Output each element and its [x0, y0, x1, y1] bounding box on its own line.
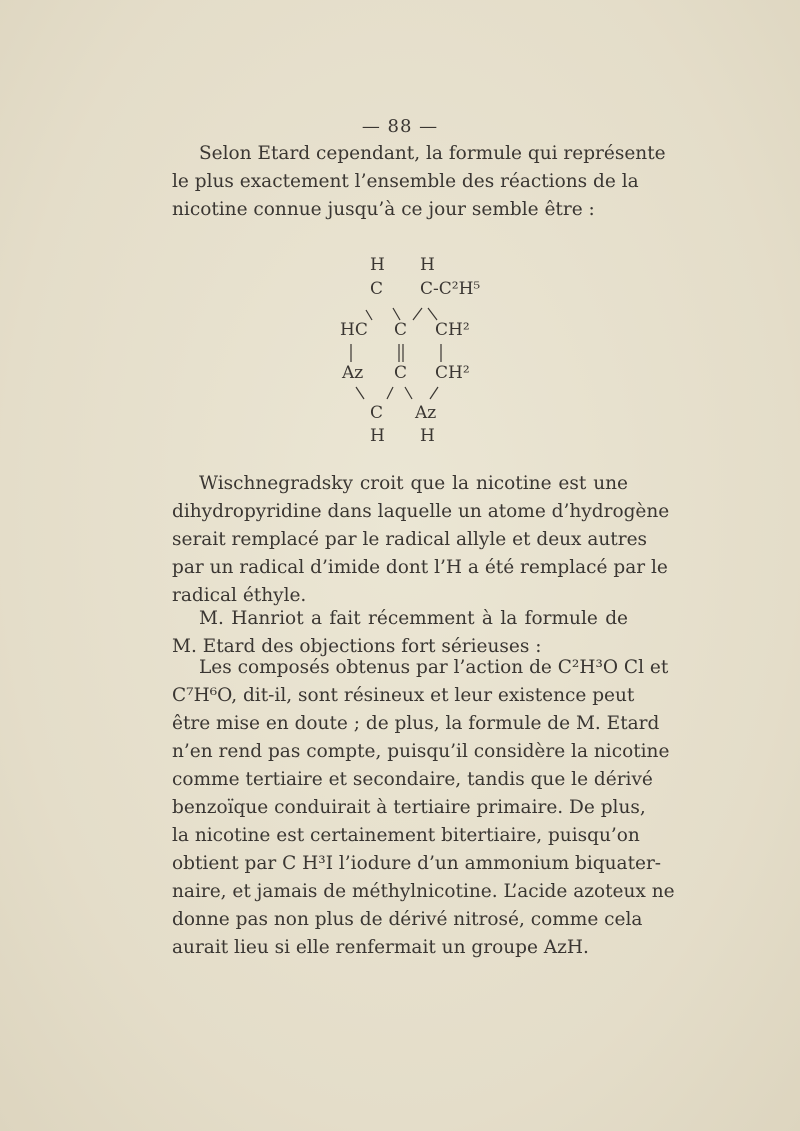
bond-line: [428, 308, 437, 320]
formula-atom: H: [370, 426, 385, 446]
formula-atom: C: [394, 363, 408, 383]
bond-line: [393, 308, 400, 320]
bond-line: [405, 387, 412, 399]
text-line: la nicotine est certainement bitertiaire, puisqu’on: [172, 825, 640, 846]
formula-atom: Az: [415, 403, 437, 423]
paragraph-wischnegradsky: [172, 470, 670, 610]
text-line: benzoïque conduirait à tertiaire primaire. De plus,: [172, 797, 646, 818]
text-line: dihydropyridine dans laquelle un atome d’hydrogène: [172, 501, 670, 522]
formula-group: CH²: [435, 320, 470, 340]
text-line: Selon Etard cependant, la formule qui représente: [199, 143, 666, 164]
text-line: M. Hanriot a fait récemment à la formule de: [199, 608, 628, 629]
text-line: M. Etard des objections fort sérieuses :: [172, 636, 542, 657]
bond-line: [430, 387, 438, 399]
paragraph-objections: [172, 654, 675, 962]
formula-atom: HC: [340, 320, 368, 340]
text-line: n’en rend pas compte, puisqu’il considère la nicotine: [172, 741, 670, 762]
formula-atom: H: [370, 255, 385, 275]
formula-atom: C: [370, 403, 384, 423]
paragraph-hanriot: [172, 605, 628, 661]
paragraph-etard-formula: [172, 140, 666, 224]
formula-group: CH²: [435, 363, 470, 383]
formula-atom: H: [420, 255, 435, 275]
text-line: C⁷H⁶O, dit-il, sont résineux et leur existence peut: [172, 685, 635, 706]
formula-atom: H: [420, 426, 435, 446]
text-line: Wischnegradsky croit que la nicotine est une: [199, 473, 628, 494]
text-line: donne pas non plus de dérivé nitrosé, comme cela: [172, 909, 643, 930]
formula-atom: C: [370, 279, 384, 299]
formula-group: C-C²H⁵: [420, 279, 481, 299]
text-line: le plus exactement l’ensemble des réactions de la: [172, 171, 639, 192]
text-line: radical éthyle.: [172, 585, 307, 606]
bond-line: [387, 387, 393, 399]
text-line: serait remplacé par le radical allyle et deux autres: [172, 529, 648, 550]
text-line: naire, et jamais de méthylnicotine. L’acide azoteux ne: [172, 881, 675, 902]
text-line: obtient par C H³I l’iodure d’un ammonium biquater-: [172, 853, 662, 874]
bond-line: [356, 387, 364, 399]
page-number: — 88 —: [361, 116, 439, 137]
text-line: être mise en doute ; de plus, la formule de M. Etard: [172, 713, 660, 734]
bond-line: [413, 308, 422, 320]
formula-atom: C: [394, 320, 408, 340]
text-line: par un radical d’imide dont l’H a été remplacé par le: [172, 557, 668, 578]
text-line: Les composés obtenus par l’action de C²H³O Cl et: [199, 657, 669, 678]
nicotine-structural-formula: [330, 250, 530, 450]
text-line: aurait lieu si elle renfermait un groupe AzH.: [172, 937, 589, 958]
text-line: comme tertiaire et secondaire, tandis que le dérivé: [172, 769, 653, 790]
bond-line: [366, 310, 372, 320]
formula-atom: Az: [342, 363, 364, 383]
text-line: nicotine connue jusqu’à ce jour semble être :: [172, 199, 595, 220]
